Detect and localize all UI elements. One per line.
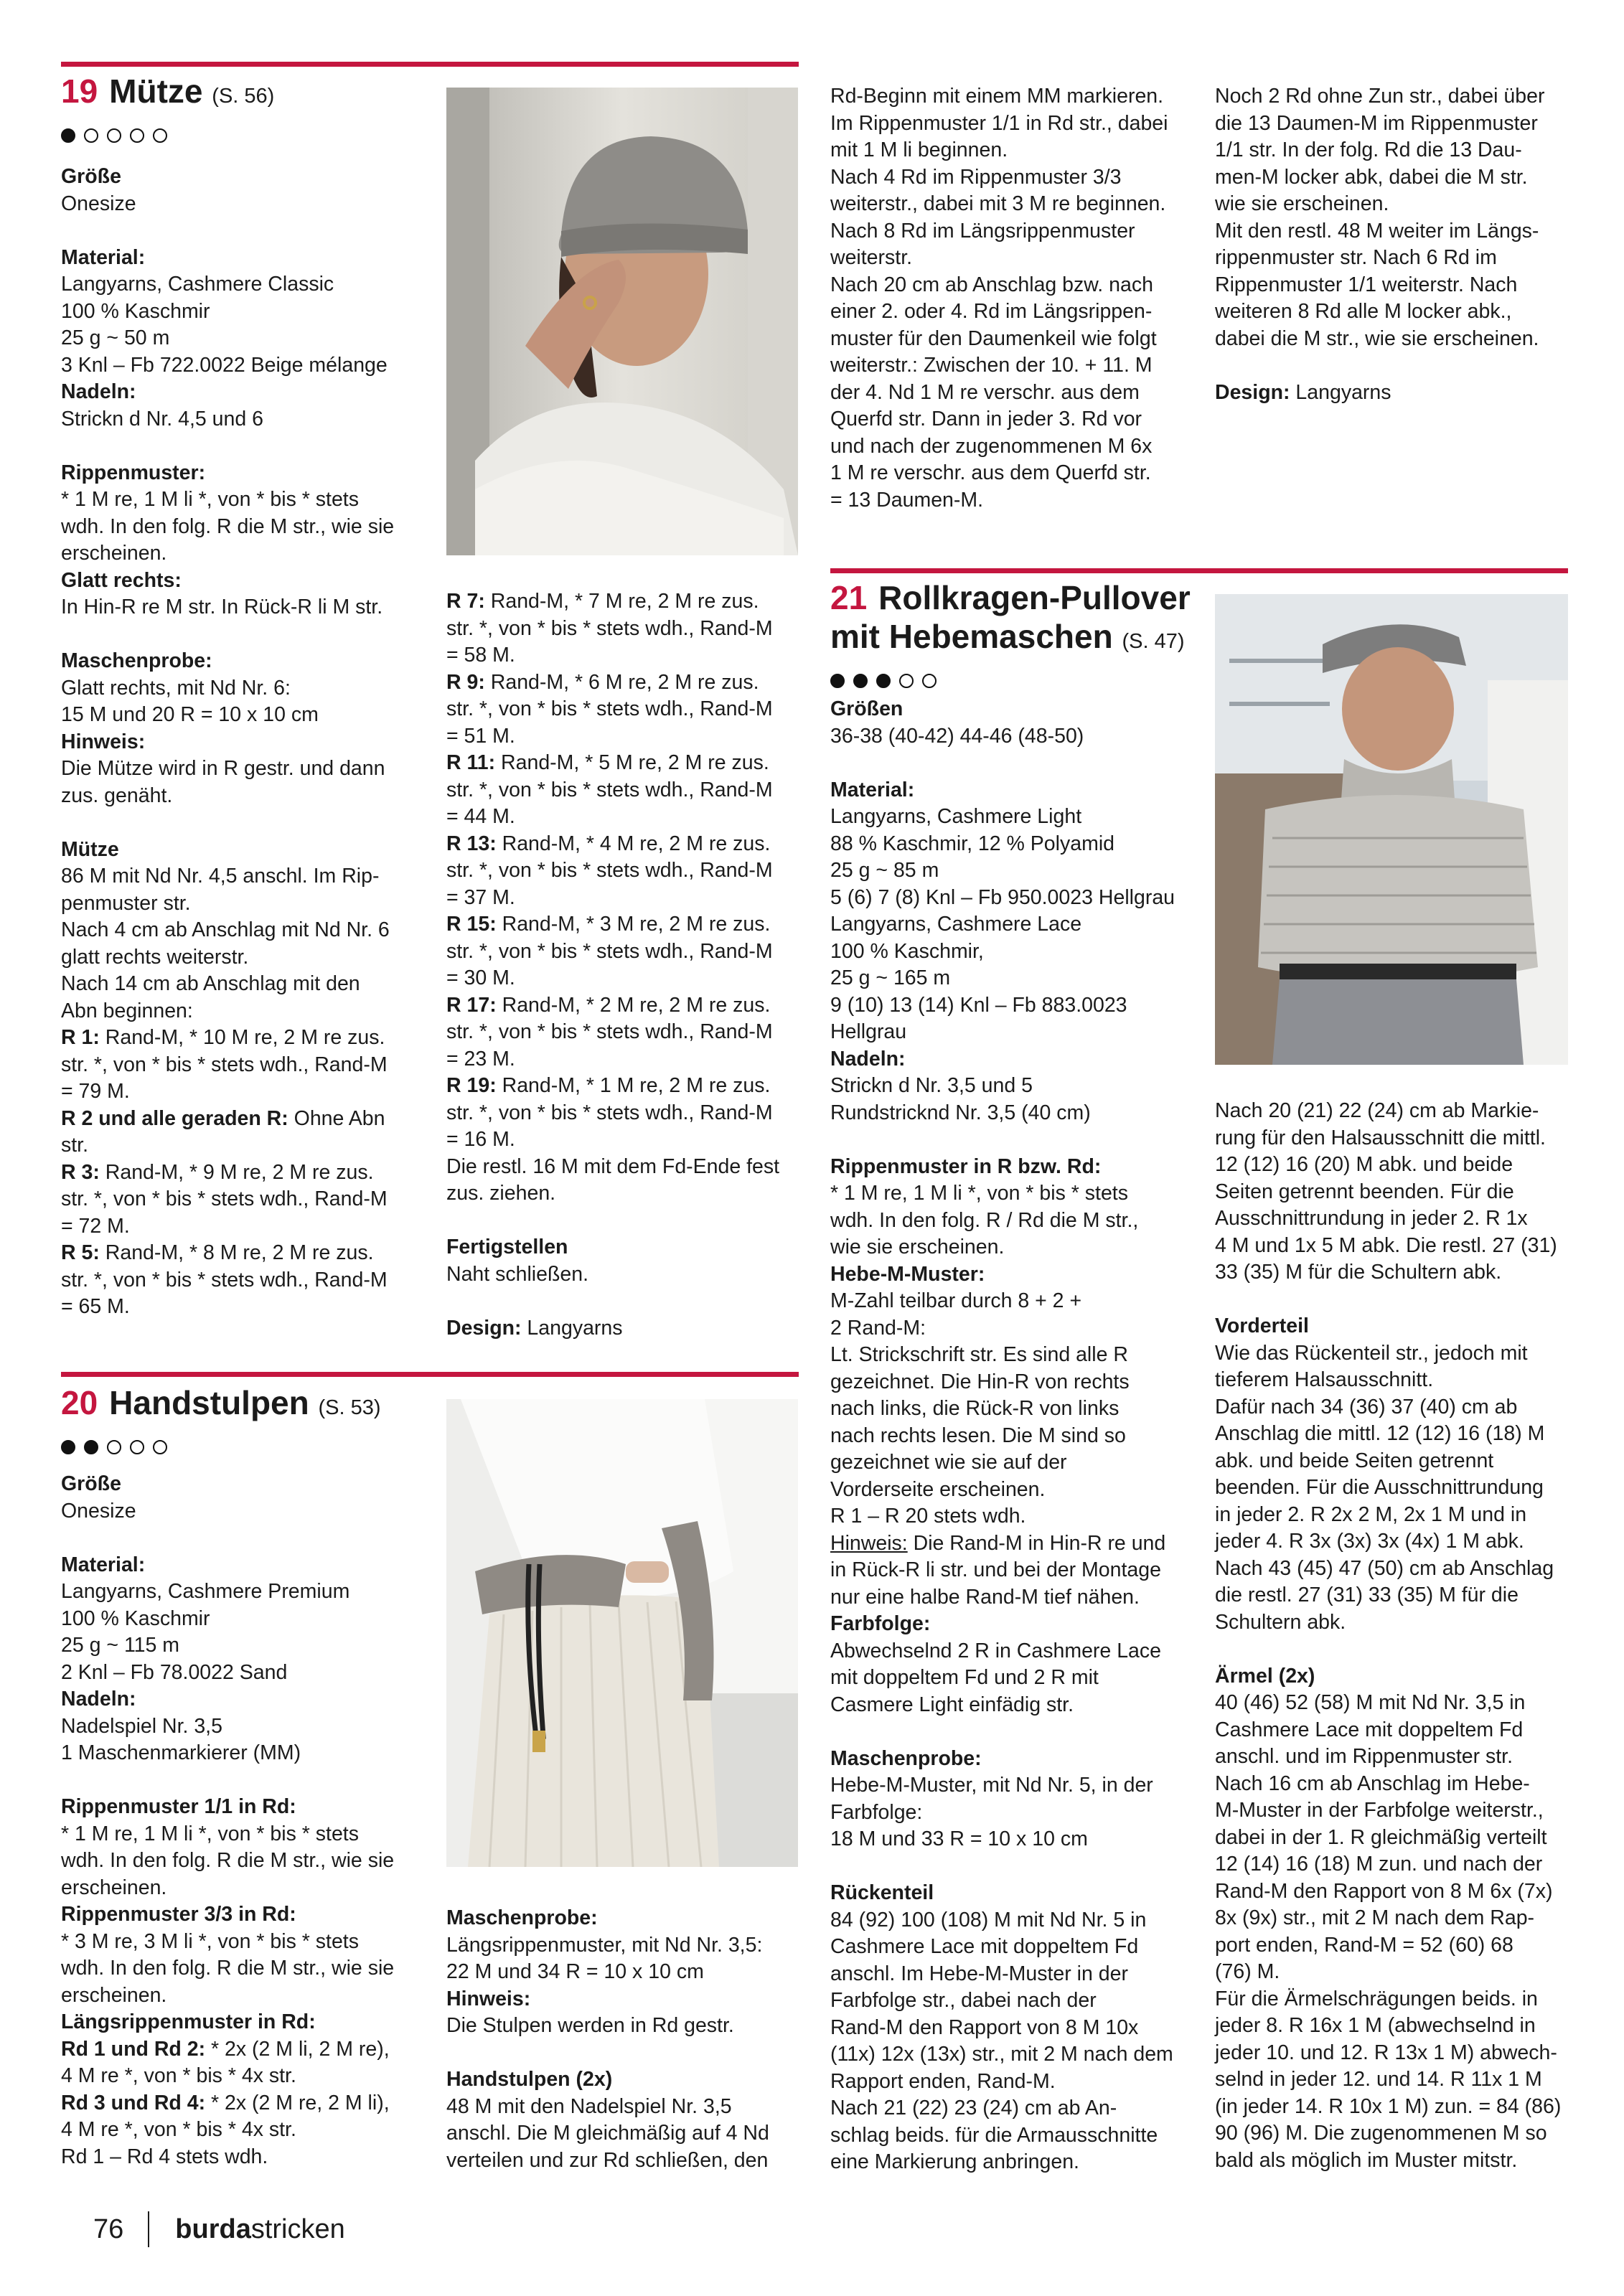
text: Rd-Beginn mit einem MM markieren. Im Rippenmuster 1/1 in Rd str., dabei mit 1 M li beginnen.: [830, 85, 1168, 161]
paragraph: [446, 2094, 805, 2175]
text: Handstulpen (2x): [446, 2068, 613, 2091]
paragraph-gap: [446, 2040, 805, 2067]
paragraph-gap: [61, 217, 434, 245]
text: Langyarns: [521, 1316, 623, 1340]
subheading: [61, 1901, 434, 1929]
text: Naht schließen.: [446, 1262, 589, 1286]
text: R 1 – R 20 stets wdh.: [830, 1505, 1026, 1528]
paragraph: [446, 750, 805, 831]
text: Dafür nach 34 (36) 37 (40) cm ab Anschlag die mittl. 12 (12) 16 (18) M abk. und beide Seiten getrennt beenden. Für die Ausschnittrundung in jeder 2. R 2x 2 M, 2x 1 M und in jeder 4. R 3x (3x) 3x (4x) 1 M abk.: [1215, 1395, 1545, 1553]
subheading: [830, 696, 1203, 723]
paragraph: [1215, 218, 1574, 353]
text: Längsrippenmuster, mit Nd Nr. 3,5: 22 M und 34 R = 10 x 10 cm: [446, 1933, 763, 1983]
row-label: R 17:: [446, 993, 497, 1017]
paragraph: [830, 1772, 1203, 1853]
paragraph: [830, 1073, 1203, 1100]
section-21-header: [830, 578, 1203, 700]
text: Langyarns, Cashmere Light: [830, 805, 1082, 828]
paragraph: [61, 1606, 434, 1633]
text: * 2x (2 M re, 2 M li), 4 M re *, von * bis * 4x str.: [61, 2091, 390, 2141]
text: Mit den restl. 48 M weiter im Längs- rippenmuster str. Nach 6 Rd im Rippenmuster 1/1 weiterstr. Nach weiteren 8 Rd alle M locker abk., dabei die M str., wie sie erscheinen.: [1215, 219, 1539, 350]
photo-muetze: [446, 88, 798, 555]
paragraph: [830, 1530, 1203, 1612]
text: Langyarns, Cashmere Classic: [61, 273, 334, 296]
paragraph-gap: [61, 433, 434, 460]
paragraph: [61, 1159, 434, 1241]
paragraph-gap: [830, 1853, 1203, 1881]
text: Nach 8 Rd im Längsrippenmuster weiterstr.: [830, 219, 1135, 269]
paragraph-gap: [830, 1718, 1203, 1746]
page-reference: (S. 56): [212, 85, 275, 108]
paragraph: [446, 1154, 805, 1208]
row-label: Design:: [1215, 380, 1290, 404]
paragraph: [61, 1929, 434, 2010]
paragraph-gap: [830, 1126, 1203, 1154]
photo-handstulpen: [446, 1399, 798, 1867]
text: Rand-M, * 2 M re, 2 M re zus. str. *, von * bis * stets wdh., Rand-M = 23 M.: [446, 993, 773, 1071]
paragraph: [61, 1578, 434, 1606]
paragraph: [446, 1073, 805, 1154]
section-20-rule: [61, 1372, 799, 1377]
paragraph: [61, 2144, 434, 2171]
paragraph: [446, 1261, 805, 1289]
subheading: [446, 1986, 805, 2013]
paragraph: [1215, 83, 1574, 218]
paragraph: [830, 804, 1203, 831]
filled-dot-icon: [84, 1440, 98, 1454]
paragraph: [61, 1632, 434, 1660]
text: 3 Knl – Fb 722.0022 Beige mélange: [61, 353, 388, 377]
section-20-header: [61, 1383, 434, 1466]
empty-dot-icon: [922, 674, 937, 688]
text: 25 g ~ 50 m: [61, 326, 170, 349]
photo-rollkragen-pullover: [1215, 594, 1568, 1065]
paragraph-gap: [446, 1288, 805, 1315]
text: 1 Maschenmarkierer (MM): [61, 1741, 301, 1764]
text: Hinweis:: [446, 1987, 531, 2010]
section-20-col4: [1215, 83, 1574, 406]
paragraph: [830, 965, 1203, 992]
text: 25 g ~ 85 m: [830, 859, 939, 882]
text: Hebe-M-Muster, mit Nd Nr. 5, in der Farbfolge: 18 M und 33 R = 10 x 10 cm: [830, 1774, 1153, 1850]
paragraph: [61, 1660, 434, 1687]
woman-in-turtleneck-illustration: [1215, 594, 1568, 1065]
paragraph: [61, 1498, 434, 1525]
text: Nach 43 (45) 47 (50) cm ab Anschlag die restl. 27 (31) 33 (35) M für die Schultern abk.: [1215, 1556, 1554, 1634]
text: Rand-M, * 6 M re, 2 M re zus. str. *, von * bis * stets wdh., Rand-M = 51 M.: [446, 670, 773, 748]
text: Fertigstellen: [446, 1236, 568, 1258]
paragraph: [830, 1342, 1203, 1503]
text: Glatt rechts, mit Nd Nr. 6: 15 M und 20 R = 10 x 10 cm: [61, 676, 319, 726]
subheading: [1215, 1663, 1574, 1690]
subheading: [61, 460, 434, 487]
difficulty-rating: [61, 1440, 434, 1454]
empty-dot-icon: [899, 674, 914, 688]
text: 36-38 (40-42) 44-46 (48-50): [830, 724, 1084, 748]
text: Rand-M, * 8 M re, 2 M re zus. str. *, von * bis * stets wdh., Rand-M = 65 M.: [61, 1241, 388, 1318]
text: Nach 14 cm ab Anschlag mit den Abn beginnen:: [61, 972, 360, 1022]
text: * 3 M re, 3 M li *, von * bis * stets wdh. In den folg. R die M str., wie sie erscheinen.: [61, 1929, 395, 2007]
paragraph: [61, 863, 434, 917]
row-label: Rd 1 und Rd 2:: [61, 2037, 206, 2061]
text: Strickn d Nr. 4,5 und 6: [61, 407, 263, 430]
subheading: [61, 379, 434, 406]
paragraph-gap: [61, 809, 434, 837]
text: Größe: [61, 165, 121, 188]
section-20-title: [61, 1383, 434, 1427]
paragraph: [830, 885, 1203, 912]
paragraph: [1215, 380, 1574, 407]
paragraph: [830, 1907, 1203, 2096]
text: Mütze: [61, 837, 119, 861]
paragraph: [1215, 1394, 1574, 1556]
text: Material:: [61, 245, 146, 269]
paragraph-gap: [1215, 352, 1574, 380]
text: * 1 M re, 1 M li *, von * bis * stets wdh. In den folg. R die M str., wie sie erscheinen.: [61, 488, 395, 565]
paragraph: [61, 1821, 434, 1902]
text: Rippenmuster in R bzw. Rd:: [830, 1154, 1102, 1178]
paragraph: [830, 831, 1203, 858]
paragraph-gap: [61, 1767, 434, 1794]
subheading: [61, 164, 434, 191]
paragraph: [61, 756, 434, 809]
empty-dot-icon: [130, 128, 144, 143]
page-footer: [93, 2211, 345, 2247]
empty-dot-icon: [84, 128, 98, 143]
subheading: [830, 1880, 1203, 1907]
text: In Hin-R re M str. In Rück-R li M str.: [61, 596, 383, 618]
paragraph: [61, 406, 434, 433]
text: Rand-M, * 1 M re, 2 M re zus. str. *, von * bis * stets wdh., Rand-M = 16 M.: [446, 1074, 773, 1151]
section-19-col1: [61, 164, 434, 1321]
page-number: 76: [93, 2214, 124, 2244]
text: Nach 4 Rd im Rippenmuster 3/3 weiterstr., dabei mit 3 M re beginnen.: [830, 165, 1166, 215]
paragraph: [830, 83, 1203, 164]
text: Die Mütze wird in R gestr. und dann zus. genäht.: [61, 757, 385, 807]
paragraph: [61, 1240, 434, 1321]
text: Strickn d Nr. 3,5 und 5: [830, 1074, 1033, 1097]
page-reference: (S. 47): [1122, 630, 1185, 653]
section-20-col3: [830, 83, 1203, 514]
section-20-col2: [446, 1905, 805, 2174]
paragraph: [830, 1638, 1203, 1719]
section-title: Handstulpen: [109, 1384, 309, 1421]
section-number: 20: [61, 1384, 98, 1421]
text: Maschenprobe:: [61, 649, 212, 672]
paragraph: [61, 486, 434, 568]
woman-with-beanie-illustration: [446, 88, 798, 555]
empty-dot-icon: [107, 1440, 121, 1454]
section-21-rule: [830, 568, 1568, 573]
text: 100 % Kaschmir: [61, 299, 210, 323]
paragraph: [61, 1740, 434, 1767]
paragraph-gap: [1215, 1636, 1574, 1663]
text: Hebe-M-Muster:: [830, 1262, 985, 1286]
subheading: [61, 837, 434, 864]
text: Glatt rechts:: [61, 568, 182, 592]
filled-dot-icon: [853, 674, 868, 688]
text: Rippenmuster 1/1 in Rd:: [61, 1795, 296, 1818]
text: Rippenmuster 3/3 in Rd:: [61, 1903, 296, 1926]
subheading: [830, 1046, 1203, 1073]
paragraph: [830, 1503, 1203, 1530]
paragraph: [61, 971, 434, 1025]
section-21-col4: [1215, 1098, 1574, 2174]
section-21-title: [830, 578, 1203, 661]
section-19-rule: [61, 62, 799, 67]
text: Nadelspiel Nr. 3,5: [61, 1714, 222, 1738]
subheading: [830, 777, 1203, 804]
subheading: [830, 1154, 1203, 1181]
text: M-Zahl teilbar durch 8 + 2 + 2 Rand-M:: [830, 1289, 1082, 1340]
paragraph: [61, 1025, 434, 1106]
text: Hinweis:: [61, 730, 146, 753]
paragraph: [1215, 1556, 1574, 1637]
text: Längsrippenmuster in Rd:: [61, 2010, 316, 2033]
text: Rippenmuster:: [61, 461, 206, 484]
subheading: [830, 1746, 1203, 1773]
subheading: [61, 245, 434, 272]
paragraph: [446, 1932, 805, 1986]
paragraph: [61, 1713, 434, 1741]
note-label: Hinweis:: [830, 1531, 908, 1555]
empty-dot-icon: [153, 128, 167, 143]
section-19-col2: [446, 588, 805, 1342]
text: 100 % Kaschmir,: [830, 939, 984, 963]
text: Rd 1 – Rd 4 stets wdh.: [61, 2145, 268, 2168]
text: Farbfolge:: [830, 1612, 931, 1635]
subheading: [61, 648, 434, 675]
text: Rückenteil: [830, 1881, 934, 1904]
text: Noch 2 Rd ohne Zun str., dabei über die 13 Daumen-M im Rippenmuster 1/1 str. In der folg. Rd die 13 Dau- men-M locker abk, dabei die M str. wie sie erscheinen.: [1215, 85, 1545, 215]
row-label: R 15:: [446, 913, 497, 936]
empty-dot-icon: [130, 1440, 144, 1454]
empty-dot-icon: [153, 1440, 167, 1454]
text: Vorderteil: [1215, 1314, 1309, 1337]
text: Langyarns, Cashmere Premium: [61, 1580, 350, 1603]
section-number: 19: [61, 72, 98, 110]
text: Die restl. 16 M mit dem Fd-Ende fest zus. ziehen.: [446, 1154, 780, 1205]
text: Wie das Rückenteil str., jedoch mit tieferem Halsausschnitt.: [1215, 1341, 1528, 1391]
text: 48 M mit den Nadelspiel Nr. 3,5 anschl. Die M gleichmäßig auf 4 Nd verteilen und zur Rd schließen, den: [446, 2094, 769, 2172]
row-label: R 3:: [61, 1160, 100, 1184]
text: * 2x (2 M li, 2 M re), 4 M re *, von * bis * 4x str.: [61, 2037, 390, 2087]
paragraph: [830, 1288, 1203, 1342]
paragraph: [1215, 1986, 1574, 2175]
paragraph: [446, 2013, 805, 2040]
page-reference: (S. 53): [318, 1396, 381, 1419]
filled-dot-icon: [876, 674, 891, 688]
row-label: R 5:: [61, 1241, 100, 1264]
paragraph-gap: [446, 1208, 805, 1235]
subheading: [61, 568, 434, 595]
text: Rand-M, * 7 M re, 2 M re zus. str. *, von * bis * stets wdh., Rand-M = 58 M.: [446, 590, 773, 667]
subheading: [830, 1261, 1203, 1289]
paragraph: [61, 352, 434, 380]
paragraph: [830, 911, 1203, 938]
section-19-title: [61, 72, 434, 116]
row-label: R 9:: [446, 670, 485, 694]
text: Rand-M, * 3 M re, 2 M re zus. str. *, von * bis * stets wdh., Rand-M = 30 M.: [446, 913, 773, 989]
paragraph: [446, 911, 805, 992]
row-label: R 1:: [61, 1026, 100, 1049]
paragraph: [830, 2095, 1203, 2176]
paragraph: [1215, 1098, 1574, 1286]
section-number: 21: [830, 579, 868, 616]
paragraph: [830, 164, 1203, 218]
paragraph: [830, 992, 1203, 1046]
text: 9 (10) 13 (14) Knl – Fb 883.0023 Hellgrau: [830, 993, 1127, 1043]
subheading: [446, 1905, 805, 1932]
subheading: [446, 2066, 805, 2094]
paragraph: [830, 218, 1203, 272]
paragraph: [1215, 1340, 1574, 1394]
text: Nadeln:: [830, 1047, 906, 1071]
paragraph: [61, 191, 434, 218]
row-label: R 2 und alle geraden R:: [61, 1106, 288, 1130]
text: Rand-M, * 4 M re, 2 M re zus. str. *, von * bis * stets wdh., Rand-M = 37 M.: [446, 832, 773, 909]
text: Größe: [61, 1472, 121, 1495]
text: Maschenprobe:: [830, 1746, 982, 1770]
text: Onesize: [61, 192, 136, 215]
paragraph: [61, 2036, 434, 2090]
woman-with-wrist-warmers-illustration: [446, 1399, 798, 1867]
filled-dot-icon: [830, 674, 845, 688]
section-title: Mütze: [109, 72, 203, 110]
row-label: R 7:: [446, 590, 485, 613]
subheading: [446, 1234, 805, 1261]
subheading: [61, 1794, 434, 1821]
text: Nach 4 cm ab Anschlag mit Nd Nr. 6 glatt rechts weiterstr.: [61, 918, 390, 969]
text: Nadeln:: [61, 1688, 136, 1711]
difficulty-rating: [61, 128, 434, 143]
paragraph: [61, 1106, 434, 1159]
paragraph: [61, 594, 434, 621]
paragraph: [446, 831, 805, 912]
section-title: Rollkragen-Pullover: [878, 579, 1191, 616]
difficulty-rating: [830, 674, 1203, 688]
section-21-col3: [830, 696, 1203, 2176]
text: 25 g ~ 115 m: [61, 1634, 180, 1657]
text: 40 (46) 52 (58) M mit Nd Nr. 3,5 in Cashmere Lace mit doppeltem Fd anschl. und im Rippenmuster str.: [1215, 1691, 1526, 1768]
paragraph: [446, 1315, 805, 1342]
text: 88 % Kaschmir, 12 % Polyamid: [830, 832, 1115, 855]
text: * 1 M re, 1 M li *, von * bis * stets wdh. In den folg. R / Rd die M str., wie sie erscheinen.: [830, 1182, 1139, 1258]
subheading: [61, 1552, 434, 1579]
paragraph: [61, 675, 434, 729]
text: Langyarns, Cashmere Lace: [830, 913, 1082, 936]
text: * 1 M re, 1 M li *, von * bis * stets wdh. In den folg. R die M str., wie sie erscheinen.: [61, 1822, 395, 1899]
section-19-header: [61, 72, 434, 154]
text: Nach 21 (22) 23 (24) cm ab An- schlag beids. für die Armausschnitte eine Markierung anbringen.: [830, 2097, 1158, 2173]
paragraph: [830, 272, 1203, 514]
text: Nach 20 cm ab Anschlag bzw. nach einer 2. oder 4. Rd im Längsrippen- muster für den Daumenkeil wie folgt weiterstr.: Zwischen der 10. + 11. M der 4. Nd 1 M re verschr. aus dem Querfd str. Dann in jeder 3. Rd vor und nach der zugenommenen M 6x 1 M re verschr. aus dem Querfd str. = 13 Daumen-M.: [830, 273, 1157, 512]
paragraph: [1215, 1690, 1574, 1771]
text: Für die Ärmelschrägungen beids. in jeder 8. R 16x 1 M (abwechselnd in jeder 10. und 12. R 13x 1 M) abwech- selnd in jeder 12. und 14. R 11x 1 M (in jeder 14. R 10x 1 M) zun. = 84 (86) 90 (96) M. Die zugenommenen M so bald als möglich im Muster mitstr.: [1215, 1987, 1562, 2172]
subheading: [61, 2009, 434, 2036]
text: 5 (6) 7 (8) Knl – Fb 950.0023 Hellgrau: [830, 885, 1175, 909]
subheading: [830, 1611, 1203, 1638]
row-label: Rd 3 und Rd 4:: [61, 2091, 206, 2114]
subheading: [1215, 1313, 1574, 1340]
text: 86 M mit Nd Nr. 4,5 anschl. Im Rip- penmuster str.: [61, 865, 380, 915]
paragraph: [830, 1180, 1203, 1261]
subheading: [61, 729, 434, 756]
paragraph: [830, 857, 1203, 885]
brand-logo: burdastricken: [175, 2214, 345, 2244]
text: Nach 20 (21) 22 (24) cm ab Markie- rung für den Halsausschnitt die mittl. 12 (12) 16 (20) M abk. und beide Seiten getrennt beenden. Für die Ausschnittrundung in jeder 2. R 1x 4 M und 1x 5 M abk. Die restl. 27 (31) 33 (35) M für die Schultern abk.: [1215, 1099, 1557, 1284]
text: Onesize: [61, 1499, 136, 1523]
text: Lt. Strickschrift str. Es sind alle R gezeichnet. Die Hin-R von rechts nach links, die Rück-R von links nach rechts lesen. Die M sind so gezeichnet wie sie auf der Vorderseite erscheinen.: [830, 1343, 1130, 1501]
paragraph: [61, 271, 434, 298]
paragraph: [830, 1100, 1203, 1127]
text: Nadeln:: [61, 380, 136, 403]
text: 25 g ~ 165 m: [830, 966, 951, 989]
paragraph-gap: [61, 1525, 434, 1552]
paragraph: [61, 2090, 434, 2144]
text: Ohne Abn str.: [61, 1106, 385, 1157]
text: Rundstricknd Nr. 3,5 (40 cm): [830, 1101, 1091, 1124]
subheading: [61, 1471, 434, 1498]
row-label: R 11:: [446, 751, 496, 774]
paragraph-gap: [830, 750, 1203, 777]
text: Maschenprobe:: [446, 1906, 598, 1929]
row-label: Design:: [446, 1316, 522, 1340]
text: Abwechselnd 2 R in Cashmere Lace mit doppeltem Fd und 2 R mit Casmere Light einfädig str.: [830, 1639, 1161, 1716]
filled-dot-icon: [61, 128, 75, 143]
paragraph: [1215, 1771, 1574, 1986]
text: Die Rand-M in Hin-R re und in Rück-R li str. und bei der Montage nur eine halbe Rand-M tief nähen.: [830, 1531, 1166, 1609]
text: Rand-M, * 5 M re, 2 M re zus. str. *, von * bis * stets wdh., Rand-M = 44 M.: [446, 751, 773, 828]
row-label: R 13:: [446, 832, 497, 855]
paragraph: [61, 298, 434, 326]
paragraph: [830, 938, 1203, 966]
text: Material:: [830, 778, 915, 801]
text: Ärmel (2x): [1215, 1664, 1315, 1688]
paragraph: [446, 588, 805, 669]
paragraph-gap: [61, 621, 434, 649]
paragraph: [446, 669, 805, 751]
paragraph-gap: [1215, 1286, 1574, 1314]
paragraph: [61, 917, 434, 971]
text: 2 Knl – Fb 78.0022 Sand: [61, 1660, 288, 1684]
paragraph: [446, 992, 805, 1073]
text: Nach 16 cm ab Anschlag im Hebe- M-Muster in der Farbfolge weiterstr., dabei in der 1. R gleichmäßig verteilt 12 (14) 16 (18) M zun. und nach der Rand-M den Rapport von 8 M 6x (7x) 8x (9x) str., mit 2 M nach dem Rap- port enden, Rand-M = 52 (60) 68 (76) M.: [1215, 1772, 1553, 1983]
filled-dot-icon: [61, 1440, 75, 1454]
text: Material:: [61, 1553, 146, 1576]
text: Größen: [830, 697, 903, 720]
footer-divider: [148, 2211, 149, 2247]
text: Rand-M, * 9 M re, 2 M re zus. str. *, von * bis * stets wdh., Rand-M = 72 M.: [61, 1160, 388, 1238]
row-label: R 19:: [446, 1074, 497, 1097]
text: Die Stulpen werden in Rd gestr.: [446, 2014, 734, 2037]
section-title-line2: mit Hebemaschen: [830, 618, 1113, 655]
empty-dot-icon: [107, 128, 121, 143]
paragraph: [61, 325, 434, 352]
subheading: [61, 1686, 434, 1713]
text: Langyarns: [1290, 380, 1391, 404]
text: 84 (92) 100 (108) M mit Nd Nr. 5 in Cashmere Lace mit doppeltem Fd anschl. Im Hebe-M-Muster in der Farbfolge str., dabei nach der Rand-M den Rapport von 8 M 10x (11x) 12x (13x) str., mit 2 M nach dem Rapport enden, Rand-M.: [830, 1908, 1173, 2093]
text: 100 % Kaschmir: [61, 1606, 210, 1630]
text: Rand-M, * 10 M re, 2 M re zus. str. *, von * bis * stets wdh., Rand-M = 79 M.: [61, 1026, 388, 1103]
paragraph: [830, 723, 1203, 751]
section-20-col1: [61, 1471, 434, 2170]
